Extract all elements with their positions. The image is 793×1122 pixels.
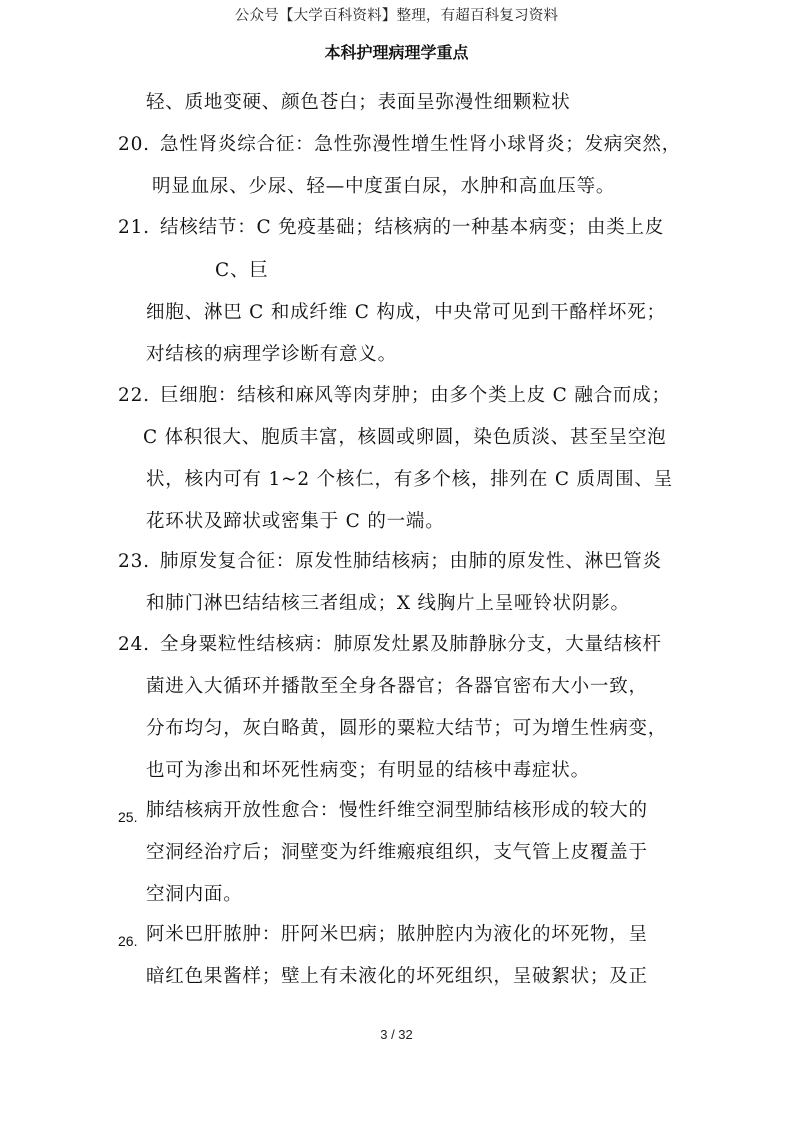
item-text: 肺结核病开放性愈合：慢性纤维空洞型肺结核形成的较大的 [146,800,648,821]
item-number: 24. [118,634,150,655]
list-item-24 [118,630,662,656]
page-number: 3 / 32 [380,1027,413,1042]
item-23-line-2: 和肺门淋巴结结核三者组成；X 线胸片上呈哑铃状阴影。 [146,593,630,614]
item-text: 肺原发复合征：原发性肺结核病；由肺的原发性、淋巴管炎 [160,551,662,572]
item-26-line-2: 暗红色果酱样；壁上有未液化的坏死组织，呈破絮状；及正 [146,966,648,987]
item-25-line-3: 空洞内面。 [146,884,243,905]
item-22-line-3: 状，核内可有 1~2 个核仁，有多个核，排列在 C 质周围、呈 [146,469,674,490]
item-number: 23. [118,551,150,572]
item-text: 阿米巴肝脓肿：肝阿米巴病；脓肿腔内为液化的坏死物，呈 [146,924,648,945]
item-21-line-3: 细胞、淋巴 C 和成纤维 C 构成，中央常可见到干酪样坏死； [146,302,666,323]
item-text: 结核结节：C 免疫基础；结核病的一种基本病变；由类上皮 [160,217,665,238]
item-number: 22. [118,385,150,406]
list-item-23 [118,547,662,573]
item-20-line-2: 明显血尿、少尿、轻—中度蛋白尿，水肿和高血压等。 [152,176,616,197]
item-text: 急性肾炎综合征：急性弥漫性增生性肾小球肾炎；发病突然， [160,134,682,155]
item-number: 25. [118,809,138,825]
list-item-21 [118,213,664,239]
item-text: 巨细胞：结核和麻风等肉芽肿；由多个类上皮 C 融合而成； [160,385,671,406]
source-note: 公众号【大学百科资料】整理，有超百科复习资料 [234,8,559,24]
list-item-26 [118,920,648,949]
list-item-22 [118,381,671,407]
list-item-20 [118,130,681,156]
item-22-line-4: 花环状及蹄状或密集于 C 的一端。 [146,511,445,532]
item-number: 20. [118,134,150,155]
item-number: 21. [118,217,150,238]
item-24-line-4: 也可为渗出和坏死性病变；有明显的结核中毒症状。 [146,760,590,781]
list-item-25 [118,796,648,825]
item-21-line-4: 对结核的病理学诊断有意义。 [146,344,397,365]
item-24-line-2: 菌进入大循环并播散至全身各器官；各器官密布大小一致， [146,676,648,697]
item-number: 26. [118,933,138,949]
item-22-line-2: C 体积很大、胞质丰富，核圆或卵圆，染色质淡、甚至呈空泡 [143,427,667,448]
item-text: 全身粟粒性结核病：肺原发灶累及肺静脉分支，大量结核杆 [160,634,662,655]
item-24-line-3: 分布均匀，灰白略黄，圆形的粟粒大结节；可为增生性病变， [146,718,668,739]
page-title: 本科护理病理学重点 [324,43,469,62]
item-21-line-2: C、巨 [215,260,269,281]
item-25-line-2: 空洞经治疗后；洞壁变为纤维瘢痕组织，支气管上皮覆盖于 [146,842,648,863]
item-19-continuation: 轻、质地变硬、颜色苍白；表面呈弥漫性细颗粒状 [146,92,571,113]
